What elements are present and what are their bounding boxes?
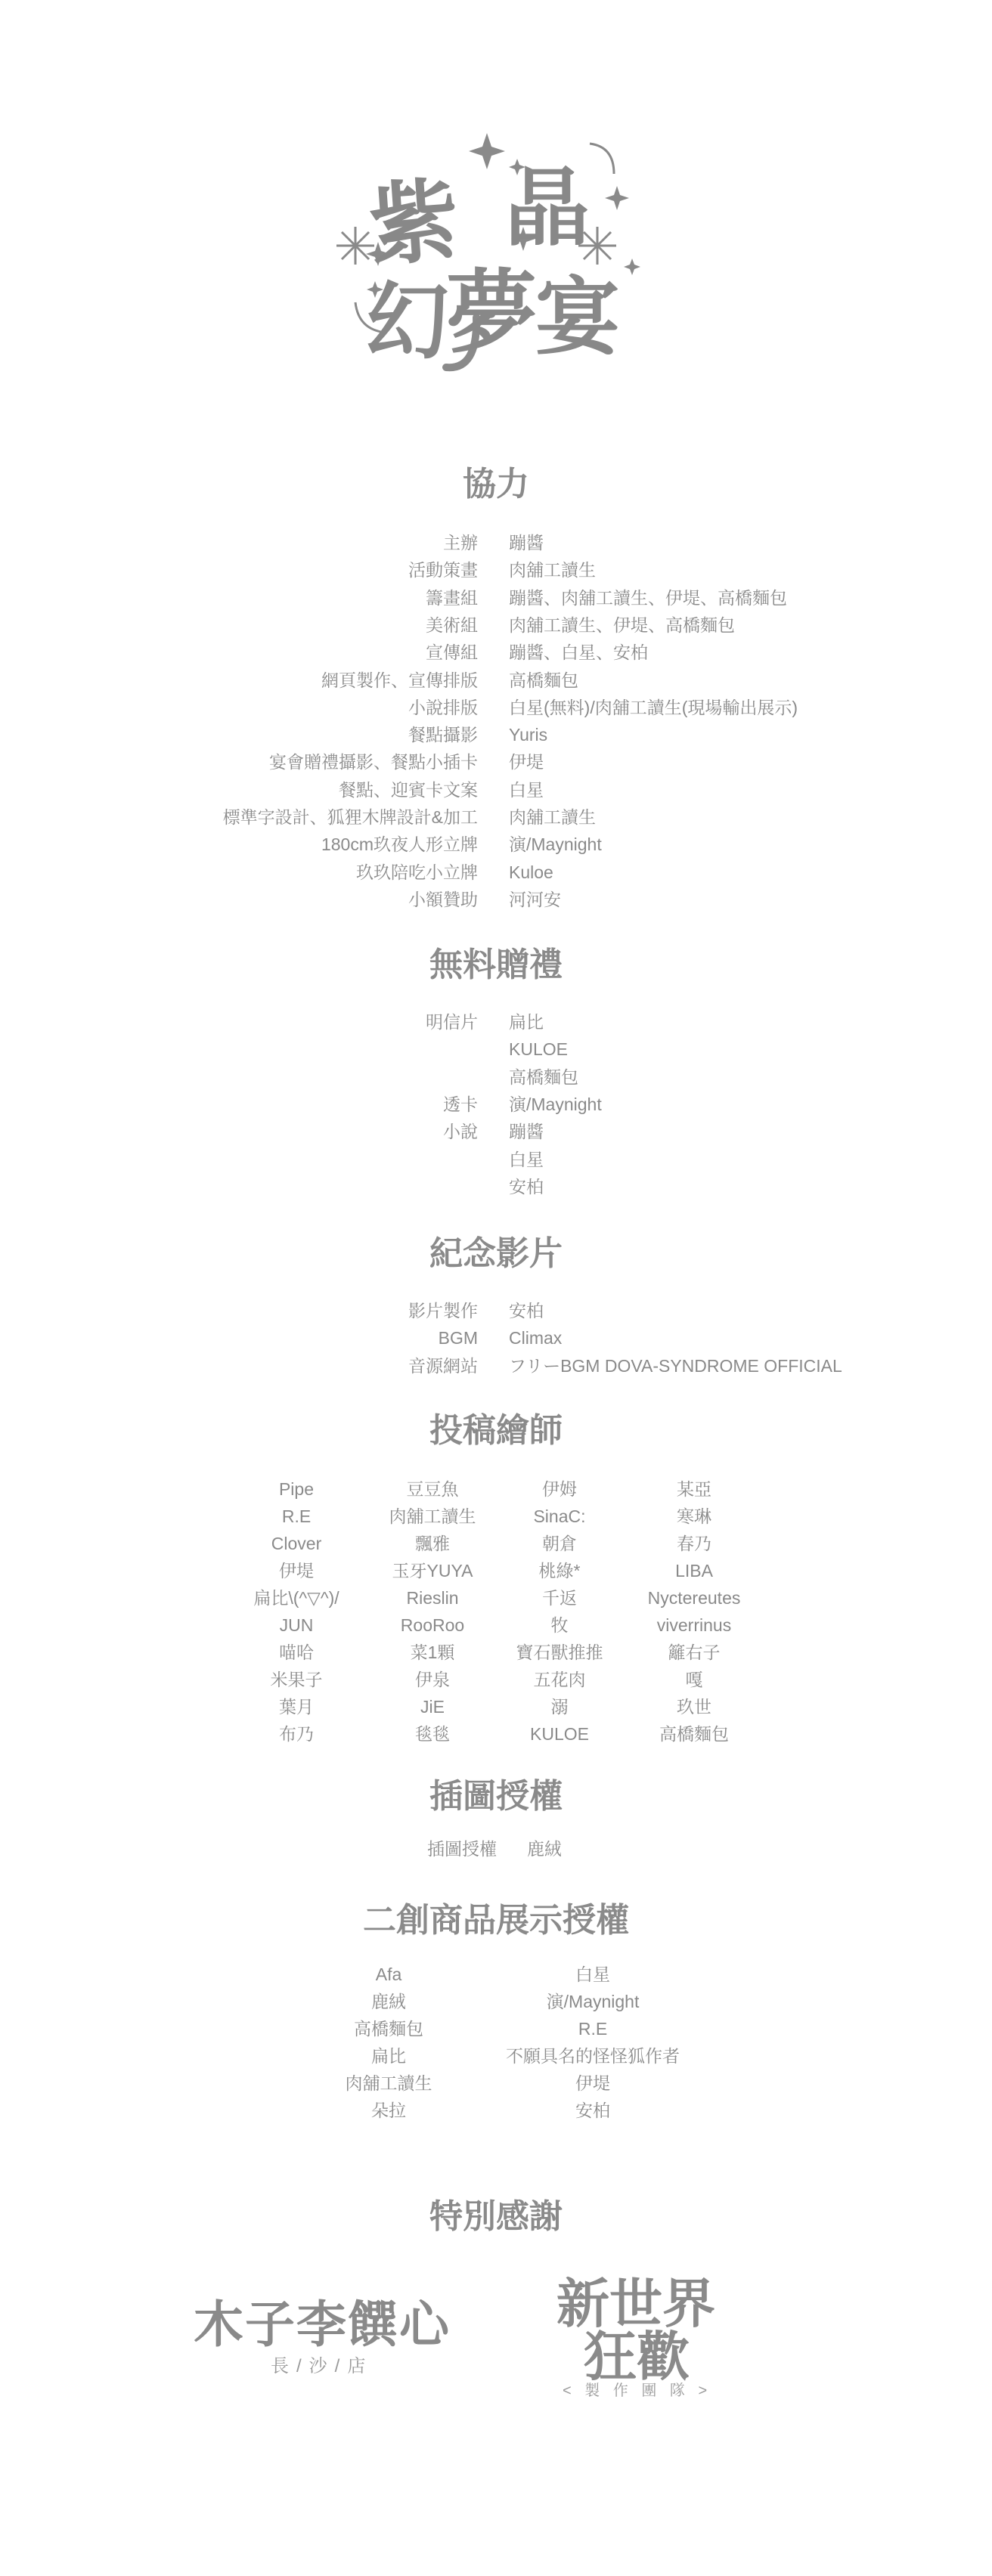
name-item: 朵拉 <box>371 2101 406 2120</box>
credit-name: 白星 <box>509 1149 544 1169</box>
credit-role: 餐點、迎賓卡文案 <box>339 779 478 800</box>
credit-row <box>0 667 992 694</box>
section-title-special-thanks: 特別感謝 <box>429 2197 563 2236</box>
name-item: viverrinus <box>656 1615 732 1635</box>
name-item: 菜1顆 <box>410 1643 455 1662</box>
credit-row <box>0 776 992 803</box>
credit-name: 高橋麵包 <box>509 670 578 690</box>
credit-name: 蹦醬、白星、安柏 <box>509 642 648 663</box>
credit-role: 音源網站 <box>408 1355 478 1376</box>
credit-row <box>0 859 992 886</box>
name-item: R.E <box>281 1506 312 1526</box>
sponsor-location: 長/沙/店 <box>271 2356 374 2376</box>
credit-name: Climax <box>509 1328 563 1348</box>
credit-role: 小說排版 <box>408 697 478 717</box>
credit-name: 高橋麵包 <box>509 1067 578 1087</box>
name-item: 布乃 <box>279 1724 314 1744</box>
credit-row <box>0 1173 992 1200</box>
sparkle-icon <box>469 133 505 169</box>
name-item: 五花肉 <box>533 1670 586 1689</box>
credit-name: 肉舖工讀生 <box>509 560 596 581</box>
credit-row <box>0 1835 992 1862</box>
name-item: 葉月 <box>279 1697 314 1717</box>
credit-role: 宣傳組 <box>426 642 478 663</box>
credit-role: 宴會贈禮攝影、餐點小插卡 <box>269 752 478 772</box>
credit-role: 美術組 <box>426 615 478 635</box>
name-item: 扁比 <box>371 2046 406 2066</box>
credit-row <box>0 1008 992 1036</box>
credit-role: 插圖授權 <box>427 1839 497 1859</box>
credit-row <box>0 639 992 666</box>
name-item: 扁比\(^▽^)/ <box>253 1588 339 1608</box>
credit-role: 標準字設計、狐狸木牌設計&加工 <box>222 807 478 827</box>
logo-char: 夢 <box>446 259 537 366</box>
credit-row <box>0 1091 992 1118</box>
name-item: 伊堤 <box>279 1561 314 1581</box>
name-column <box>479 1961 706 2124</box>
name-item: Clover <box>271 1534 322 1553</box>
name-item: Nyctereutes <box>647 1588 741 1608</box>
name-item: 高橋麵包 <box>659 1724 729 1744</box>
credit-role: 影片製作 <box>408 1301 478 1321</box>
credit-row <box>0 1064 992 1091</box>
credit-name: 肉舖工讀生、伊堤、高橋麵包 <box>509 615 735 635</box>
credit-row <box>0 1146 992 1173</box>
name-item: 伊姆 <box>542 1479 577 1499</box>
name-item: 千返 <box>542 1588 577 1608</box>
name-item: 肉舖工讀生 <box>389 1506 476 1526</box>
credit-role: 180cm玖夜人形立牌 <box>321 834 478 855</box>
name-item: 寶石獸推推 <box>516 1643 603 1662</box>
credit-row <box>0 803 992 831</box>
credit-row <box>0 748 992 776</box>
credit-name: 扁比 <box>509 1012 544 1032</box>
credit-name: 河河安 <box>509 889 561 909</box>
sponsor-logo-muzili: 木子李饌心 <box>194 2295 451 2354</box>
credit-name: 安柏 <box>509 1176 544 1197</box>
moon-arc-icon <box>590 144 614 174</box>
credit-name: 伊堤 <box>509 752 544 772</box>
credit-name: KULOE <box>509 1039 568 1060</box>
name-item: 桃綠* <box>538 1561 581 1581</box>
credit-role: 玖玖陪吃小立牌 <box>356 862 478 882</box>
credit-role: BGM <box>438 1328 478 1348</box>
name-item: 籬右子 <box>668 1643 721 1662</box>
name-item: 伊堤 <box>575 2073 610 2093</box>
name-item: Afa <box>375 1965 402 1984</box>
credit-role: 主辦 <box>443 533 478 553</box>
credit-row <box>0 1297 992 1324</box>
name-item: 春乃 <box>677 1534 711 1553</box>
name-item: 嘎 <box>685 1670 703 1689</box>
name-item: 飄雅 <box>415 1534 450 1553</box>
credit-row <box>0 556 992 584</box>
name-item: 朝倉 <box>542 1534 577 1553</box>
name-column <box>581 1475 808 1748</box>
name-item: SinaC: <box>533 1506 586 1526</box>
credit-role: 明信片 <box>426 1012 478 1032</box>
credit-row <box>0 694 992 721</box>
credit-name: 演/Maynight <box>509 1094 602 1114</box>
credit-role: 透卡 <box>443 1094 478 1114</box>
sparkle-icon <box>624 259 640 275</box>
name-item: 不願具名的怪怪狐作者 <box>506 2046 680 2066</box>
name-item: 鹿絨 <box>371 1992 406 2011</box>
section-title-derivative-license: 二創商品展示授權 <box>363 1901 629 1940</box>
section-title-artists: 投稿繪師 <box>429 1411 563 1450</box>
section-title-illustration-license: 插圖授權 <box>429 1777 563 1816</box>
name-column <box>275 1961 502 2124</box>
credit-name: 白星 <box>509 779 544 800</box>
name-item: 安柏 <box>575 2101 610 2120</box>
name-item: 毯毯 <box>415 1724 450 1744</box>
credit-name: 蹦醬 <box>509 1122 544 1142</box>
name-item: 牧 <box>550 1615 569 1635</box>
credit-role: 餐點攝影 <box>408 725 478 745</box>
credit-row <box>0 1352 992 1379</box>
credit-row <box>0 611 992 639</box>
credit-name: Yuris <box>509 725 548 745</box>
credit-row <box>0 721 992 748</box>
name-item: Rieslin <box>406 1588 459 1608</box>
credit-row <box>0 831 992 858</box>
name-item: JiE <box>420 1697 445 1717</box>
name-item: 寒琳 <box>677 1506 711 1526</box>
section-title-memorial-video: 紀念影片 <box>429 1234 563 1273</box>
credit-role: 籌畫組 <box>426 587 478 608</box>
logo-char: 宴 <box>535 268 620 367</box>
credit-name: Kuloe <box>509 862 553 882</box>
name-item: 肉舖工讀生 <box>345 2073 432 2093</box>
credit-name: フリーBGM DOVA-SYNDROME OFFICIAL <box>509 1355 842 1376</box>
logo-char: 幻 <box>366 273 449 370</box>
name-item: 喵哈 <box>279 1643 314 1662</box>
credit-row <box>0 1324 992 1351</box>
name-item: 玖世 <box>677 1697 711 1717</box>
credit-row <box>0 1118 992 1145</box>
name-item: KULOE <box>530 1724 589 1744</box>
name-item: 玉牙YUYA <box>392 1561 473 1581</box>
name-item: 高橋麵包 <box>354 2019 423 2039</box>
credit-role: 小說 <box>443 1122 478 1142</box>
credit-role: 小額贊助 <box>408 889 478 909</box>
credit-name: 肉舖工讀生 <box>509 807 596 827</box>
credit-name: 鹿絨 <box>527 1839 562 1859</box>
name-item: 伊泉 <box>415 1670 450 1689</box>
name-item: Pipe <box>278 1479 315 1499</box>
credit-role: 活動策畫 <box>408 560 478 581</box>
logo-char: 晶 <box>505 159 590 258</box>
credit-row <box>0 529 992 556</box>
name-item: JUN <box>279 1615 314 1635</box>
name-item: 白星 <box>575 1965 610 1984</box>
name-item: RooRoo <box>400 1615 465 1635</box>
name-item: 米果子 <box>270 1670 323 1689</box>
credit-name: 蹦醬 <box>509 533 544 553</box>
name-item: 溺 <box>550 1697 569 1717</box>
name-item: LIBA <box>675 1561 713 1581</box>
event-logo <box>333 113 665 385</box>
name-item: R.E <box>578 2019 608 2039</box>
credit-row <box>0 886 992 913</box>
credit-name: 蹦醬、肉舖工讀生、伊堤、高橋麵包 <box>509 587 787 608</box>
name-item: 某亞 <box>677 1479 711 1499</box>
credit-row <box>0 584 992 611</box>
name-item: 演/Maynight <box>546 1992 640 2011</box>
name-item: 豆豆魚 <box>406 1479 459 1499</box>
sponsor-logo-new-world-line1: 新世界 <box>556 2272 715 2335</box>
sparkle-icon <box>605 186 629 210</box>
sponsor-logo-new-world-line2: 狂歡 <box>584 2325 690 2388</box>
credit-name: 白星(無料)/肉舖工讀生(現場輸出展示) <box>509 697 798 717</box>
sponsor-subtitle: < 製 作 團 隊 > <box>563 2382 712 2399</box>
credit-name: 安柏 <box>509 1301 544 1321</box>
section-title-collaboration: 協力 <box>463 465 529 503</box>
section-title-free-gifts: 無料贈禮 <box>429 946 563 984</box>
logo-char: 紫 <box>365 167 463 278</box>
credit-row <box>0 1036 992 1063</box>
credit-name: 演/Maynight <box>509 834 602 855</box>
credit-role: 網頁製作、宣傳排版 <box>321 670 478 690</box>
